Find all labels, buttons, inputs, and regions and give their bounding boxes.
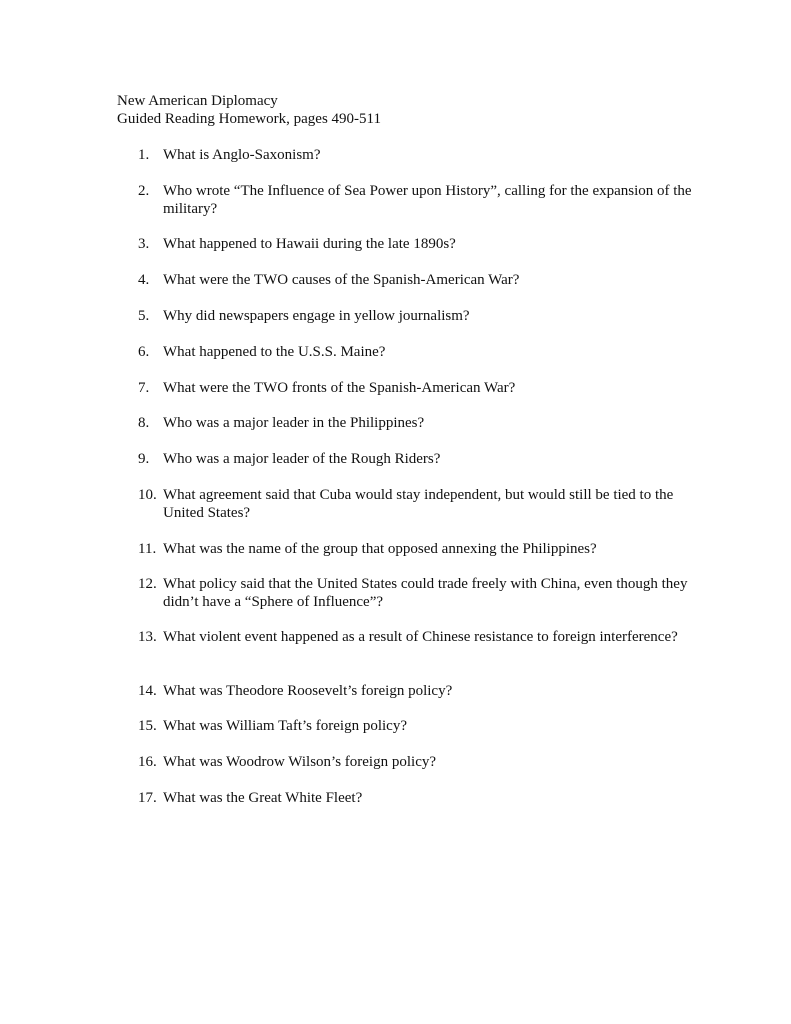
question-text: Who was a major leader in the Philippines? xyxy=(163,415,425,431)
question-item xyxy=(138,271,698,289)
question-text: What policy said that the United States could trade freely with China, even though they didn’t have a “Sphere of Influence”? xyxy=(163,576,688,610)
question-item xyxy=(138,343,698,361)
question-item xyxy=(138,628,698,646)
question-text: What happened to Hawaii during the late 1890s? xyxy=(163,236,456,252)
question-number: 16. xyxy=(138,754,157,770)
question-number: 5. xyxy=(138,308,150,324)
question-number: 2. xyxy=(138,183,150,199)
question-item xyxy=(138,753,698,771)
question-number: 1. xyxy=(138,147,150,163)
question-item xyxy=(138,235,698,253)
question-number: 3. xyxy=(138,236,150,252)
question-text: What was Woodrow Wilson’s foreign policy? xyxy=(163,754,437,770)
question-item xyxy=(138,450,698,468)
question-item xyxy=(138,379,698,397)
question-number: 15. xyxy=(138,718,157,734)
question-number: 17. xyxy=(138,790,157,806)
question-text: What was William Taft’s foreign policy? xyxy=(163,718,407,734)
question-item xyxy=(138,414,698,432)
question-item xyxy=(138,575,698,611)
question-item xyxy=(138,307,698,325)
question-number: 7. xyxy=(138,380,150,396)
question-text: What was the name of the group that opposed annexing the Philippines? xyxy=(163,541,597,557)
question-number: 4. xyxy=(138,272,150,288)
question-item xyxy=(138,717,698,735)
question-number: 6. xyxy=(138,344,150,360)
question-text: What agreement said that Cuba would stay independent, but would still be tied to the United States? xyxy=(163,487,674,521)
question-number: 8. xyxy=(138,415,150,431)
question-text: What is Anglo-Saxonism? xyxy=(163,147,321,163)
question-item xyxy=(138,682,698,700)
question-number: 14. xyxy=(138,683,157,699)
question-text: What were the TWO causes of the Spanish-American War? xyxy=(163,272,520,288)
question-item xyxy=(138,486,698,522)
question-text: What happened to the U.S.S. Maine? xyxy=(163,344,386,360)
question-number: 10. xyxy=(138,487,157,503)
question-number: 12. xyxy=(138,576,157,592)
question-text: What violent event happened as a result of Chinese resistance to foreign interference? xyxy=(163,629,678,645)
document-heading xyxy=(117,92,381,128)
question-item xyxy=(138,540,698,558)
question-text: Why did newspapers engage in yellow journalism? xyxy=(163,308,470,324)
document-subtitle: Guided Reading Homework, pages 490-511 xyxy=(117,111,381,127)
document-title: New American Diplomacy xyxy=(117,93,278,109)
question-text: Who was a major leader of the Rough Riders? xyxy=(163,451,441,467)
question-text: What were the TWO fronts of the Spanish-American War? xyxy=(163,380,516,396)
question-text: Who wrote “The Influence of Sea Power upon History”, calling for the expansion of the military? xyxy=(163,183,692,217)
question-text: What was Theodore Roosevelt’s foreign policy? xyxy=(163,683,453,699)
question-number: 9. xyxy=(138,451,150,467)
question-number: 13. xyxy=(138,629,157,645)
question-text: What was the Great White Fleet? xyxy=(163,790,363,806)
question-item xyxy=(138,789,698,807)
question-number: 11. xyxy=(138,541,157,557)
question-item xyxy=(138,182,698,218)
question-item xyxy=(138,146,698,164)
